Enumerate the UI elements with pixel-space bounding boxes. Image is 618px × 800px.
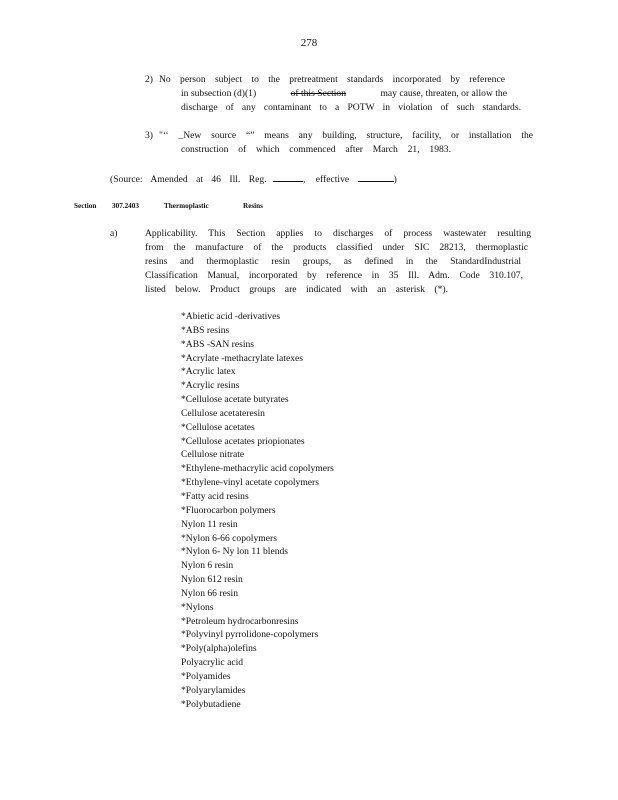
list-item: *Nylon 6-66 copolymers [181, 532, 277, 544]
list-item: *Polyarylamides [181, 684, 246, 696]
list-item: *Cellulose acetate butyrates [181, 394, 289, 406]
list-item: *Nylons [181, 601, 214, 613]
section-word: Section [74, 202, 97, 210]
page-number: 278 [300, 37, 318, 49]
list-item: *ABS resins [181, 324, 230, 336]
list-item: *Cellulose acetates [181, 421, 255, 433]
list-item: *Acrylate -methacrylate latexes [181, 352, 303, 364]
list-item: *Cellulose acetates priopionates [181, 435, 305, 447]
source-note [110, 171, 397, 187]
item-2-subsection-ref: in subsection (d)(1) [181, 88, 257, 99]
para-a-line-1: Applicability. This Section applies to discharges of process wastewater resulting [145, 228, 531, 239]
para-a-line-4: Classification Manual, incorporated by reference in 35 Ill. Adm. Code 310.107, [145, 270, 523, 281]
source-text: (Source: Amended at 46 Ill. Reg. [110, 174, 267, 185]
list-item: Polyacrylic acid [181, 657, 244, 669]
blank-line [273, 171, 303, 182]
list-item: *Polyvinyl pyrrolidone-copolymers [181, 629, 319, 641]
blank-line [358, 171, 394, 182]
item-2-line-1: No person subject to the pretreatment standards incorporated by reference [159, 74, 505, 85]
product-list [181, 310, 334, 711]
section-title-1: Thermoplastic [164, 202, 209, 210]
list-item: *Ethylene-methacrylic acid copolymers [181, 463, 334, 475]
list-item: *Poly(alpha)olefins [181, 643, 257, 655]
item-2-line-3: discharge of any contaminant to a POTW in violation of such standards. [181, 102, 521, 113]
list-item: *ABS -SAN resins [181, 338, 255, 350]
list-item: Nylon 11 resin [181, 518, 238, 530]
item-2-line-2-end: may cause, threaten, or allow the [380, 88, 507, 99]
list-item: *Nylon 6- Ny lon 11 blends [181, 546, 289, 558]
item-2-line-2 [181, 87, 507, 101]
list-item: *Polybutadiene [181, 698, 241, 710]
list-item: *Fatty acid resins [181, 490, 249, 502]
para-a-line-5: listed below. Product groups are indicated with an asterisk (*). [145, 284, 448, 295]
para-a-label: a) [110, 228, 118, 239]
section-number: 307.2403 [112, 202, 139, 210]
list-item: Cellulose acetateresin [181, 407, 265, 419]
para-a-line-3: resins and thermoplastic resin groups, as defined in the StandardIndustrial [145, 256, 521, 267]
list-item: *Acrylic resins [181, 380, 240, 392]
item-3-label: 3) [145, 130, 153, 141]
section-title-2: Resins [243, 202, 263, 210]
list-item: *Acrylic latex [181, 366, 236, 378]
item-2-label: 2) [145, 74, 153, 85]
list-item: Nylon 6 resin [181, 560, 234, 572]
list-item: *Polyamides [181, 670, 231, 682]
list-item: *Abietic acid -derivatives [181, 311, 281, 322]
source-close: ) [393, 174, 397, 185]
source-effective: , effective [302, 174, 350, 185]
deleted-text: of this Section [290, 88, 347, 99]
list-item: *Fluorocarbon polymers [181, 504, 276, 516]
list-item: *Petroleum hydrocarbonresins [181, 615, 299, 627]
item-3-line-2: construction of which commenced after March 21, 1983. [181, 144, 451, 155]
list-item: Nylon 612 resin [181, 574, 243, 586]
list-item: Cellulose nitrate [181, 449, 245, 461]
list-item: Nylon 66 resin [181, 587, 239, 599]
list-item: *Ethylene-vinyl acetate copolymers [181, 477, 319, 489]
item-3-line-1: "‘‘ _New source “” means any building, structure, facility, or installation the [159, 130, 533, 141]
para-a-line-2: from the manufacture of the products classified under SIC 28213, thermoplastic [145, 242, 528, 253]
